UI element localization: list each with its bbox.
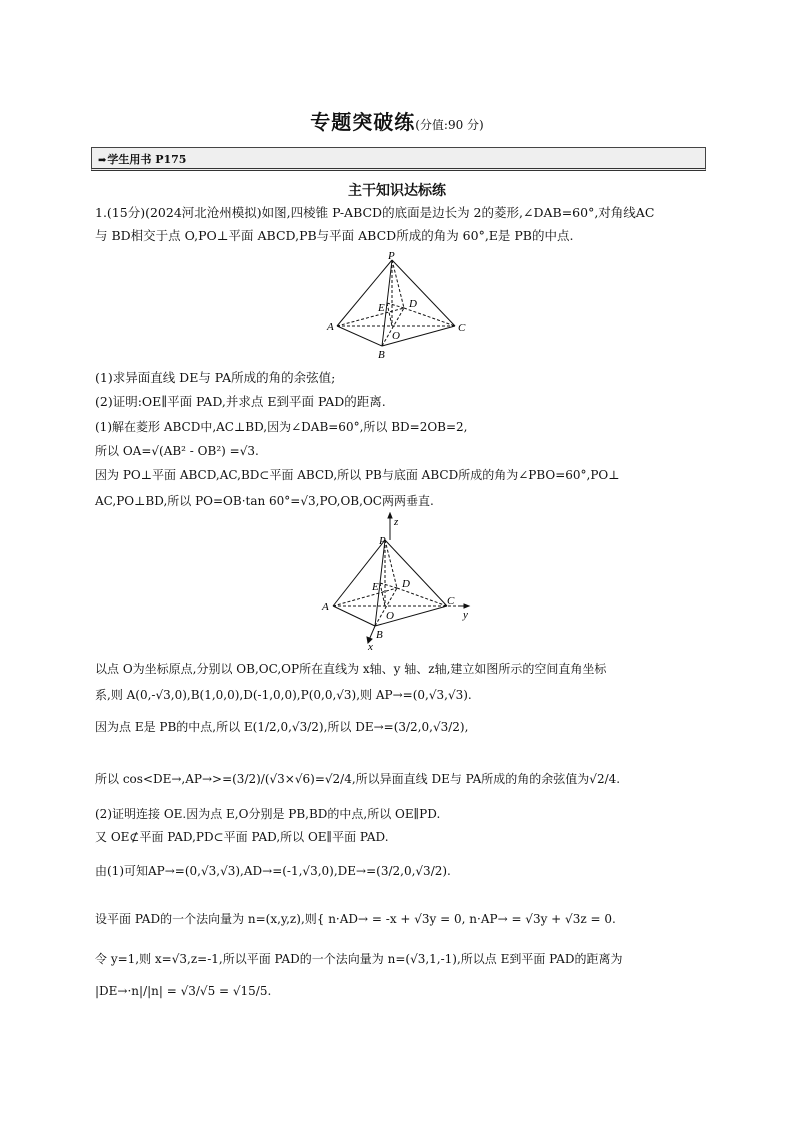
header-bar: [91, 147, 706, 171]
question-part-1: (1)求异面直线 DE与 PA所成的角的余弦值;: [95, 370, 336, 385]
solution-line: 因为 PO⊥平面 ABCD,AC,BD⊂平面 ABCD,所以 PB与底面 ABCD所成的角为∠PBO=60°,PO⊥: [95, 468, 620, 482]
header-bar-label: 学生用书 P175: [107, 153, 187, 166]
axis-z-arrow: [388, 513, 392, 518]
edge-AD: [337, 308, 404, 326]
label-O: O: [386, 610, 394, 622]
label-z: z: [394, 516, 399, 528]
question-line: 1.(15分)(2024河北沧州模拟)如图,四棱锥 P-ABCD的底面是边长为 2的菱形,∠DAB=60°,对角线AC: [95, 205, 655, 220]
solution-line: AC,PO⊥BD,所以 PO=OB·tan 60°=√3,PO,OB,OC两两垂直.: [95, 494, 434, 508]
edge-PA: [333, 540, 385, 606]
edge-ED: [387, 303, 404, 308]
edge-EO: [387, 303, 392, 326]
page-title: 专题突破练: [310, 110, 416, 134]
solution-line: 令 y=1,则 x=√3,z=-1,所以平面 PAD的一个法向量为 n=(√3,1,-1),所以点 E到平面 PAD的距离为: [95, 952, 623, 966]
page-subtitle: (分值:90 分): [415, 118, 484, 132]
label-x: x: [368, 641, 373, 652]
edge-PC: [392, 260, 455, 326]
label-B: B: [378, 349, 385, 361]
axis-y-arrow: [464, 604, 469, 608]
edge-AB: [337, 326, 382, 346]
solution-line: 系,则 A(0,-√3,0),B(1,0,0),D(-1,0,0),P(0,0,√3),则 AP→=(0,√3,√3).: [95, 688, 472, 702]
label-D: D: [409, 298, 417, 310]
solution-line: 所以 cos<DE→,AP→>=(3/2)/(√3×√6)=√2/4,所以异面直线 DE与 PA所成的角的余弦值为√2/4.: [95, 772, 621, 786]
label-A: A: [322, 601, 329, 613]
edge-AB: [333, 606, 375, 626]
pyramid-figure-1: [320, 250, 480, 365]
edge-AD: [333, 588, 397, 606]
solution-line: 由(1)可知AP→=(0,√3,√3),AD→=(-1,√3,0),DE→=(3/2,0,√3/2).: [95, 864, 451, 878]
arrow-right-icon: ➡: [98, 155, 107, 166]
edge-EO: [380, 583, 385, 606]
label-C: C: [458, 322, 466, 334]
edge-DC: [404, 308, 455, 326]
solution-line: 所以 OA=√(AB² - OB²) =√3.: [95, 444, 259, 458]
edge-DC: [397, 588, 447, 606]
label-O: O: [392, 330, 400, 342]
label-P: P: [379, 535, 386, 547]
label-E: E: [372, 581, 379, 593]
label-P: P: [388, 250, 395, 262]
solution-line: 因为点 E是 PB的中点,所以 E(1/2,0,√3/2),所以 DE→=(3/2,0,√3/2),: [95, 720, 469, 734]
label-y: y: [463, 609, 468, 621]
edge-ED: [380, 583, 397, 588]
solution-line: (2)证明连接 OE.因为点 E,O分别是 PB,BD的中点,所以 OE∥PD.: [95, 807, 441, 821]
edge-PD: [385, 540, 397, 588]
solution-line: 设平面 PAD的一个法向量为 n=(x,y,z),则{ n·AD→ = -x + √3y = 0, n·AP→ = √3y + √3z = 0.: [95, 912, 616, 926]
label-A: A: [327, 321, 334, 333]
solution-line: (1)解在菱形 ABCD中,AC⊥BD,因为∠DAB=60°,所以 BD=2OB=2,: [95, 420, 468, 434]
label-D: D: [402, 578, 410, 590]
label-C: C: [447, 595, 455, 607]
edge-PD: [392, 260, 404, 308]
pyramid-figure-2: [315, 512, 480, 652]
label-E: E: [378, 302, 385, 314]
solution-line: 又 OE⊄平面 PAD,PD⊂平面 PAD,所以 OE∥平面 PAD.: [95, 830, 389, 844]
label-B: B: [376, 629, 383, 641]
edge-PC: [385, 540, 447, 606]
page-title-block: [0, 106, 794, 135]
section-title: 主干知识达标练: [348, 183, 446, 199]
solution-line: 以点 O为坐标原点,分别以 OB,OC,OP所在直线为 x轴、y 轴、z轴,建立如图所示的空间直角坐标: [95, 662, 607, 676]
question-part-2: (2)证明:OE∥平面 PAD,并求点 E到平面 PAD的距离.: [95, 394, 386, 409]
question-line: 与 BD相交于点 O,PO⊥平面 ABCD,PB与平面 ABCD所成的角为 60°,E是 PB的中点.: [95, 228, 574, 243]
edge-PA: [337, 260, 392, 326]
solution-line: |DE→·n|/|n| = √3/√5 = √15/5.: [95, 984, 272, 998]
